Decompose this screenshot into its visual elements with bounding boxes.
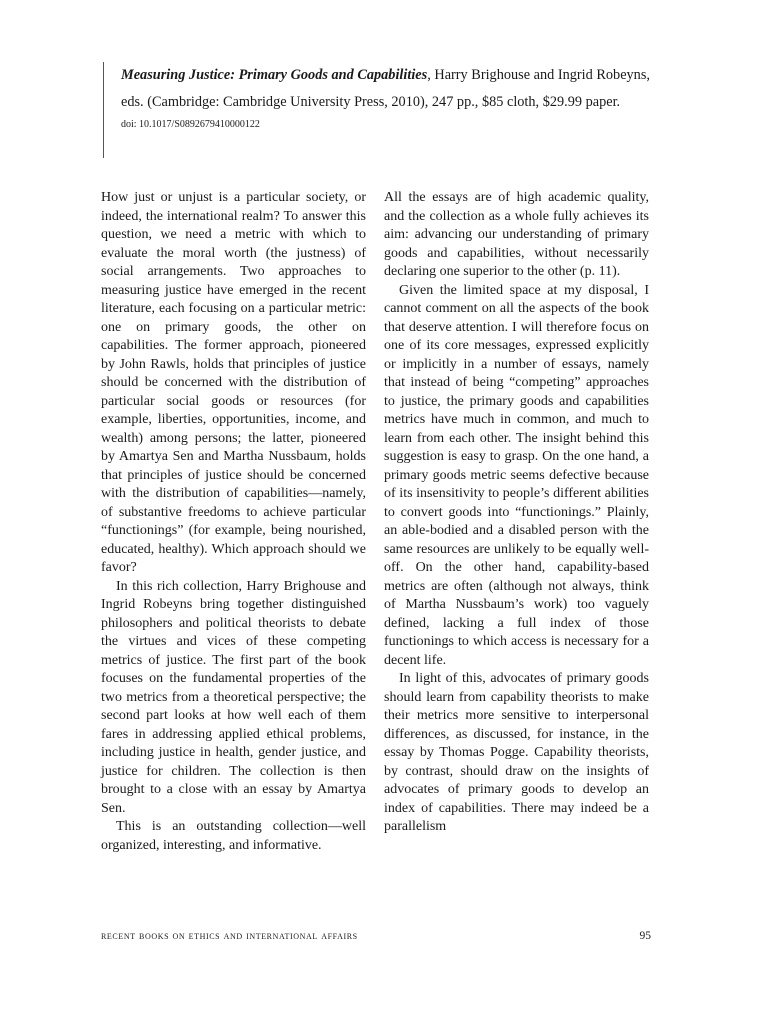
doi: doi: 10.1017/S0892679410000122 <box>121 119 260 130</box>
paragraph: In this rich collection, Harry Brighouse and Ingrid Robeyns bring together distinguished philosophers and political theorists to debate the virtues and vices of these competing metrics of justice. The first part of the book focuses on the fundamental properties of the two metrics from a theoretical perspective; the second part looks at how well each of them fares in addressing applied ethical problems, including justice in health, gender justice, and justice for children. The collection is then brought to a close with an essay by Amartya Sen. <box>101 578 366 816</box>
book-title: Measuring Justice: Primary Goods and Capabilities <box>121 67 428 83</box>
running-head: recent books on ethics and international affairs <box>101 930 358 942</box>
paragraph: Given the limited space at my disposal, I cannot comment on all the aspects of the book that deserve attention. I will therefore focus on one of its core messages, expressed explicitly or implicitly in a number of essays, namely that instead of being “competing” approaches to justice, the primary goods and capabilities metrics have much in common, and much to learn from each other. The insight behind this suggestion is easy to grasp. On the one hand, a primary goods metric seems defective because of its insensitivity to people’s different abilities to convert goods into “functionings.” Plainly, an able-bodied and a disabled person with the same resources are unlikely to be equally well-off. On the other hand, capability-based metrics are often (although not always, think of Martha Nussbaum’s work) too vaguely defined, lacking a full index of those functionings to which access is necessary for a decent life. <box>384 282 649 668</box>
book-citation <box>121 62 658 116</box>
paragraph: All the essays are of high academic quality, and the collection as a whole fully achieves its aim: advancing our understanding of primary goods and capabilities, without necessarily declaring one superior to the other (p. 11). <box>384 190 649 279</box>
left-column <box>101 189 366 855</box>
page-number: 95 <box>639 930 651 942</box>
citation-details: , Harry Brighouse and Ingrid Robeyns, eds. (Cambridge: Cambridge University Press, 2010), 247 pp., $85 cloth, $29.99 paper. <box>121 67 650 110</box>
paragraph: In light of this, advocates of primary goods should learn from capability theorists to make their metrics more sensitive to interpersonal differences, as discussed, for instance, in the essay by Thomas Pogge. Capability theorists, by contrast, should draw on the insights of advocates of primary goods to develop an index of capabilities. There may indeed be a parallelism <box>384 671 649 834</box>
paragraph: How just or unjust is a particular society, or indeed, the international realm? To answer this question, we need a metric with which to evaluate the moral worth (the justness) of social arrangements. Two approaches to measuring justice have emerged in the recent literature, each focusing on a particular metric: one on primary goods, the other on capabilities. The former approach, pioneered by John Rawls, holds that principles of justice should be concerned with the distribution of particular social goods or resources (for example, liberties, opportunities, income, and wealth) among persons; the latter, pioneered by Amartya Sen and Martha Nussbaum, holds that principles of justice should be concerned with the distribution of capabilities—namely, of substantive freedoms to achieve particular “functionings” (for example, being nourished, educated, healthy). Which approach should we favor? <box>101 190 366 575</box>
review-citation-block <box>103 62 658 158</box>
paragraph: This is an outstanding collection—well organized, interesting, and informative. <box>101 819 366 853</box>
right-column <box>384 189 649 837</box>
